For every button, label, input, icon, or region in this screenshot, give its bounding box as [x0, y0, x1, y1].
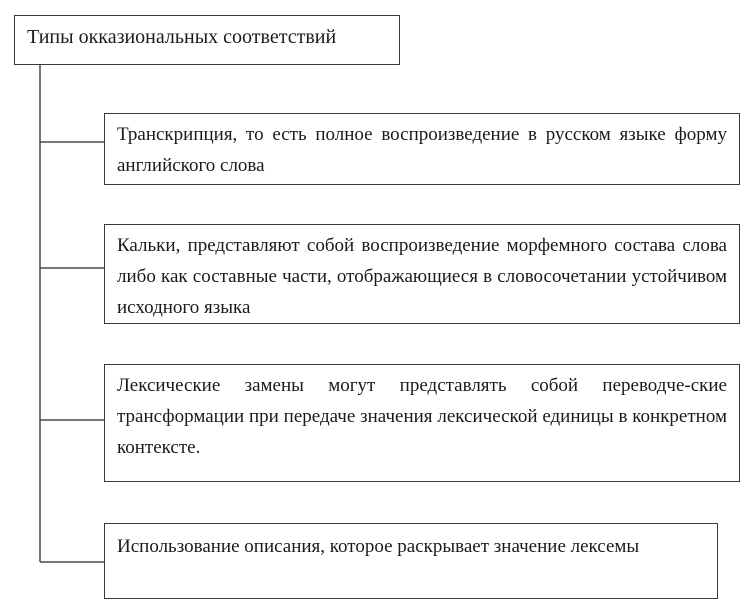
root-node-box [14, 15, 400, 65]
node-box-transcription [104, 113, 740, 185]
node-box-description [104, 523, 718, 599]
node-label-calques: Кальки, представляют собой воспроизведение морфемного состава слова либо как составные части, отображающиеся в словосочетании устойчивом исходного языка [117, 235, 727, 318]
node-label-description: Использование описания, которое раскрывает значение лексемы [117, 536, 640, 557]
node-box-calques [104, 224, 740, 324]
node-box-lexical-substitution [104, 364, 740, 482]
root-node-label: Типы окказиональных соответствий [27, 26, 337, 48]
node-label-lexical-substitution: Лексические замены могут представлять собой переводче-ские трансформации при передаче значения лексической единицы в конкретном контексте. [117, 375, 727, 458]
node-label-transcription: Транскрипция, то есть полное воспроизведение в русском языке форму английского слова [117, 124, 727, 176]
